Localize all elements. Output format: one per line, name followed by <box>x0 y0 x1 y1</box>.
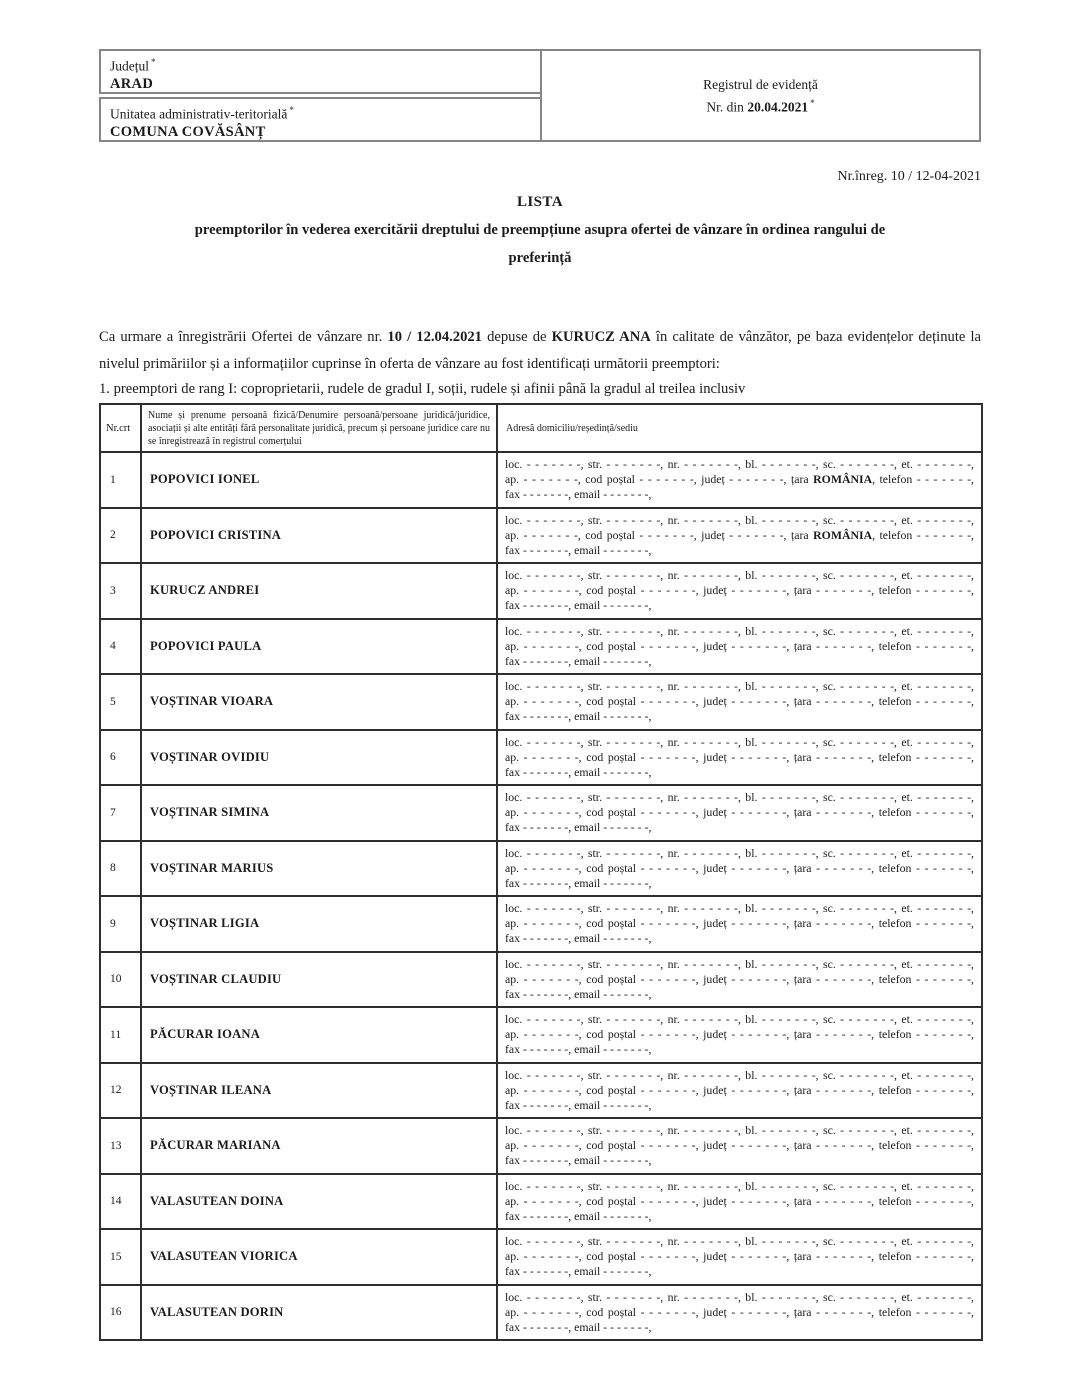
address-line-2 <box>505 694 974 709</box>
registry-title: Registrul de evidență <box>703 76 818 92</box>
address-line-3: fax - - - - - - -, email - - - - - - -, <box>505 1153 652 1168</box>
preemptor-name: VOȘTINAR OVIDIU <box>141 730 497 786</box>
header-address-column: Adresă domiciliu/reședință/sediu <box>497 404 982 452</box>
country-value: - - - - - - - <box>816 638 872 653</box>
country-value: ROMÂNIA <box>813 472 873 487</box>
row-number: 16 <box>100 1285 141 1341</box>
country-value: - - - - - - - <box>816 749 872 764</box>
rank-line: 1. preemptori de rang I: coproprietarii, rudele de gradul I, soții, rudele și afinii până la gradul al treilea inclusiv <box>99 381 746 397</box>
address-cell <box>497 508 982 564</box>
address-cell <box>497 452 982 508</box>
preemptor-name: POPOVICI CRISTINA <box>141 508 497 564</box>
address-line-1: loc. - - - - - - -, str. - - - - - - -, nr. - - - - - - -, bl. - - - - - - -, sc. - - - - - - -, et. - - - - - - -, <box>505 901 974 916</box>
registry-number-line: Nr. din 20.04.2021 * <box>706 97 815 115</box>
address-line-2-prefix: ap. - - - - - - -, cod poștal - - - - - - -, județ - - - - - - -, țara <box>505 1193 812 1208</box>
row-number: 11 <box>100 1007 141 1063</box>
preemptor-name: PĂCURAR MARIANA <box>141 1118 497 1174</box>
table-row <box>100 1285 982 1341</box>
row-number: 7 <box>100 785 141 841</box>
country-value: - - - - - - - <box>816 1249 872 1264</box>
table-row <box>100 1007 982 1063</box>
address-line-3: fax - - - - - - -, email - - - - - - -, <box>505 709 652 724</box>
address-line-2 <box>505 528 974 543</box>
address-line-2-suffix: , telefon - - - - - - -, <box>871 583 974 598</box>
address-cell <box>497 785 982 841</box>
address-line-2-prefix: ap. - - - - - - -, cod poștal - - - - - - -, județ - - - - - - -, țara <box>505 860 812 875</box>
country-value: - - - - - - - <box>816 1082 872 1097</box>
asterisk: * <box>151 57 156 67</box>
address-line-1: loc. - - - - - - -, str. - - - - - - -, nr. - - - - - - -, bl. - - - - - - -, sc. - - - - - - -, et. - - - - - - -, <box>505 956 974 971</box>
address-line-2-suffix: , telefon - - - - - - -, <box>871 694 974 709</box>
address-line-3: fax - - - - - - -, email - - - - - - -, <box>505 487 652 502</box>
address-line-3: fax - - - - - - -, email - - - - - - -, <box>505 598 652 613</box>
header-name-column: Nume și prenume persoană fizică/Denumire persoană/persoane juridică/juridice, asociații și alte entități fără personalitate juridică, precum și persoane juridice care nu se înregistrează în registrul comerțului <box>141 404 497 452</box>
address-line-2 <box>505 583 974 598</box>
table-row <box>100 896 982 952</box>
country-value: ROMÂNIA <box>813 527 873 542</box>
county-value: ARAD <box>110 75 154 92</box>
preemptor-name: VOȘTINAR MARIUS <box>141 841 497 897</box>
uat-label: Unitatea administrativ-teritorială * <box>110 105 294 122</box>
address-cell <box>497 896 982 952</box>
row-number: 15 <box>100 1229 141 1285</box>
address-cell <box>497 1174 982 1230</box>
table-row <box>100 1174 982 1230</box>
address-line-2-suffix: , telefon - - - - - - -, <box>871 1138 974 1153</box>
preemptor-name: POPOVICI IONEL <box>141 452 497 508</box>
address-line-2-suffix: , telefon - - - - - - -, <box>872 527 975 542</box>
row-number: 14 <box>100 1174 141 1230</box>
row-number: 4 <box>100 619 141 675</box>
address-cell <box>497 563 982 619</box>
table-row <box>100 841 982 897</box>
row-number: 10 <box>100 952 141 1008</box>
intro-paragraph <box>99 324 981 378</box>
preemptor-name: VOȘTINAR ILEANA <box>141 1063 497 1119</box>
address-line-2-suffix: , telefon - - - - - - -, <box>871 860 974 875</box>
address-line-1: loc. - - - - - - -, str. - - - - - - -, nr. - - - - - - -, bl. - - - - - - -, sc. - - - - - - -, et. - - - - - - -, <box>505 790 974 805</box>
address-line-1: loc. - - - - - - -, str. - - - - - - -, nr. - - - - - - -, bl. - - - - - - -, sc. - - - - - - -, et. - - - - - - -, <box>505 1289 974 1304</box>
address-cell <box>497 730 982 786</box>
address-cell <box>497 1118 982 1174</box>
table-row <box>100 563 982 619</box>
header-box <box>99 0 981 142</box>
table-header-row <box>100 404 982 452</box>
address-line-2-suffix: , telefon - - - - - - -, <box>871 749 974 764</box>
document-subtitle <box>99 216 981 272</box>
address-line-3: fax - - - - - - -, email - - - - - - -, <box>505 931 652 946</box>
address-line-2-suffix: , telefon - - - - - - -, <box>871 1304 974 1319</box>
preemptor-name: PĂCURAR IOANA <box>141 1007 497 1063</box>
address-line-2 <box>505 916 974 931</box>
address-cell <box>497 674 982 730</box>
country-value: - - - - - - - <box>816 860 872 875</box>
address-line-2 <box>505 1194 974 1209</box>
row-number: 6 <box>100 730 141 786</box>
address-cell <box>497 619 982 675</box>
address-line-3: fax - - - - - - -, email - - - - - - -, <box>505 1042 652 1057</box>
table-row <box>100 1063 982 1119</box>
address-line-1: loc. - - - - - - -, str. - - - - - - -, nr. - - - - - - -, bl. - - - - - - -, sc. - - - - - - -, et. - - - - - - -, <box>505 1012 974 1027</box>
address-line-3: fax - - - - - - -, email - - - - - - -, <box>505 764 652 779</box>
address-line-2-prefix: ap. - - - - - - -, cod poștal - - - - - - -, județ - - - - - - -, țara <box>505 805 812 820</box>
country-value: - - - - - - - <box>816 1027 872 1042</box>
row-number: 9 <box>100 896 141 952</box>
county-label: Județul * <box>110 57 156 74</box>
address-line-2 <box>505 1083 974 1098</box>
table-row <box>100 785 982 841</box>
document-title: LISTA <box>517 194 563 210</box>
address-line-1: loc. - - - - - - -, str. - - - - - - -, nr. - - - - - - -, bl. - - - - - - -, sc. - - - - - - -, et. - - - - - - -, <box>505 845 974 860</box>
address-line-3: fax - - - - - - -, email - - - - - - -, <box>505 1208 652 1223</box>
preemptor-name: KURUCZ ANDREI <box>141 563 497 619</box>
preemptor-name: VALASUTEAN VIORICA <box>141 1229 497 1285</box>
address-line-3: fax - - - - - - -, email - - - - - - -, <box>505 542 652 557</box>
address-line-1: loc. - - - - - - -, str. - - - - - - -, nr. - - - - - - -, bl. - - - - - - -, sc. - - - - - - -, et. - - - - - - -, <box>505 679 974 694</box>
address-line-2-prefix: ap. - - - - - - -, cod poștal - - - - - - -, județ - - - - - - -, țara <box>505 1304 812 1319</box>
address-line-2-suffix: , telefon - - - - - - -, <box>871 1027 974 1042</box>
address-line-2-prefix: ap. - - - - - - -, cod poștal - - - - - - -, județ - - - - - - -, țara <box>505 1027 812 1042</box>
row-number: 12 <box>100 1063 141 1119</box>
address-line-2-prefix: ap. - - - - - - -, cod poștal - - - - - - -, județ - - - - - - -, țara <box>505 1249 812 1264</box>
preemptor-name: POPOVICI PAULA <box>141 619 497 675</box>
header-left-column <box>99 49 542 142</box>
address-line-2 <box>505 861 974 876</box>
country-value: - - - - - - - <box>816 1304 872 1319</box>
document-content <box>99 0 981 1334</box>
table-row <box>100 674 982 730</box>
address-line-2 <box>505 1249 974 1264</box>
address-line-1: loc. - - - - - - -, str. - - - - - - -, nr. - - - - - - -, bl. - - - - - - -, sc. - - - - - - -, et. - - - - - - -, <box>505 1067 974 1082</box>
address-line-1: loc. - - - - - - -, str. - - - - - - -, nr. - - - - - - -, bl. - - - - - - -, sc. - - - - - - -, et. - - - - - - -, <box>505 1178 974 1193</box>
preemptor-name: VOȘTINAR CLAUDIU <box>141 952 497 1008</box>
intro-text: depuse de <box>487 329 547 345</box>
address-line-2-prefix: ap. - - - - - - -, cod poștal - - - - - - -, județ - - - - - - -, țara <box>505 583 812 598</box>
row-number: 1 <box>100 452 141 508</box>
subtitle-line-1: preemptorilor în vederea exercitării dreptului de preempțiune asupra ofertei de vânzare în ordinea rangului de <box>194 222 886 238</box>
address-line-2-suffix: , telefon - - - - - - -, <box>871 638 974 653</box>
header-nr-crt: Nr.crt <box>100 404 141 452</box>
address-line-1: loc. - - - - - - -, str. - - - - - - -, nr. - - - - - - -, bl. - - - - - - -, sc. - - - - - - -, et. - - - - - - -, <box>505 1123 974 1138</box>
address-line-2 <box>505 472 974 487</box>
address-line-2-suffix: , telefon - - - - - - -, <box>871 971 974 986</box>
address-line-1: loc. - - - - - - -, str. - - - - - - -, nr. - - - - - - -, bl. - - - - - - -, sc. - - - - - - -, et. - - - - - - -, <box>505 568 974 583</box>
address-line-1: loc. - - - - - - -, str. - - - - - - -, nr. - - - - - - -, bl. - - - - - - -, sc. - - - - - - -, et. - - - - - - -, <box>505 623 974 638</box>
asterisk: * <box>289 105 294 115</box>
intro-text: în calitate de vânzător, pe baza evidențelor deținute la nivelul primăriilor și a informațiilor cuprinse în oferta de vânzare au fost identificați următorii preemptori: <box>99 329 981 372</box>
address-line-2-prefix: ap. - - - - - - -, cod poștal - - - - - - -, județ - - - - - - -, țara <box>505 472 809 487</box>
row-number: 2 <box>100 508 141 564</box>
address-line-2-suffix: , telefon - - - - - - -, <box>872 472 975 487</box>
country-value: - - - - - - - <box>816 694 872 709</box>
row-number: 3 <box>100 563 141 619</box>
address-cell <box>497 1063 982 1119</box>
country-value: - - - - - - - <box>816 916 872 931</box>
address-line-2 <box>505 639 974 654</box>
address-line-3: fax - - - - - - -, email - - - - - - -, <box>505 986 652 1001</box>
seller-name: KURUCZ ANA <box>551 329 651 345</box>
address-line-2 <box>505 972 974 987</box>
row-number: 13 <box>100 1118 141 1174</box>
uat-value: COMUNA COVĂSÂNȚ <box>110 123 266 140</box>
address-line-2 <box>505 1027 974 1042</box>
address-line-2-prefix: ap. - - - - - - -, cod poștal - - - - - - -, județ - - - - - - -, țara <box>505 694 812 709</box>
country-value: - - - - - - - <box>816 805 872 820</box>
subtitle-line-2: preferință <box>508 250 572 266</box>
intro-text: Ca urmare a înregistrării Ofertei de vânzare nr. <box>99 329 383 345</box>
uat-box <box>99 97 542 142</box>
address-line-3: fax - - - - - - -, email - - - - - - -, <box>505 1097 652 1112</box>
address-line-2-suffix: , telefon - - - - - - -, <box>871 805 974 820</box>
table-row <box>100 508 982 564</box>
offer-number: 10 / 12.04.2021 <box>387 329 482 345</box>
country-value: - - - - - - - <box>816 1193 872 1208</box>
registration-number: Nr.înreg. 10 / 12-04-2021 <box>837 169 981 184</box>
address-line-2-prefix: ap. - - - - - - -, cod poștal - - - - - - -, județ - - - - - - -, țara <box>505 527 809 542</box>
preemptor-name: VOȘTINAR SIMINA <box>141 785 497 841</box>
address-line-2 <box>505 805 974 820</box>
address-line-3: fax - - - - - - -, email - - - - - - -, <box>505 1264 652 1279</box>
address-line-2-prefix: ap. - - - - - - -, cod poștal - - - - - - -, județ - - - - - - -, țara <box>505 916 812 931</box>
address-line-2-prefix: ap. - - - - - - -, cod poștal - - - - - - -, județ - - - - - - -, țara <box>505 1138 812 1153</box>
address-cell <box>497 1007 982 1063</box>
table-row <box>100 1118 982 1174</box>
preemptors-table-container <box>99 403 981 1334</box>
address-cell <box>497 952 982 1008</box>
address-cell <box>497 841 982 897</box>
country-value: - - - - - - - <box>816 971 872 986</box>
preemptor-name: VALASUTEAN DORIN <box>141 1285 497 1341</box>
address-line-2-prefix: ap. - - - - - - -, cod poștal - - - - - - -, județ - - - - - - -, țara <box>505 1082 812 1097</box>
table-row <box>100 730 982 786</box>
table-row <box>100 619 982 675</box>
address-line-2-prefix: ap. - - - - - - -, cod poștal - - - - - - -, județ - - - - - - -, țara <box>505 971 812 986</box>
county-box <box>99 49 542 94</box>
preemptor-name: VOȘTINAR LIGIA <box>141 896 497 952</box>
address-line-2-suffix: , telefon - - - - - - -, <box>871 1082 974 1097</box>
address-line-3: fax - - - - - - -, email - - - - - - -, <box>505 820 652 835</box>
address-line-2-prefix: ap. - - - - - - -, cod poștal - - - - - - -, județ - - - - - - -, țara <box>505 638 812 653</box>
address-cell <box>497 1229 982 1285</box>
address-line-1: loc. - - - - - - -, str. - - - - - - -, nr. - - - - - - -, bl. - - - - - - -, sc. - - - - - - -, et. - - - - - - -, <box>505 1234 974 1249</box>
row-number: 8 <box>100 841 141 897</box>
address-line-2-suffix: , telefon - - - - - - -, <box>871 916 974 931</box>
registry-box <box>540 49 981 142</box>
country-value: - - - - - - - <box>816 1138 872 1153</box>
table-row <box>100 1229 982 1285</box>
table-row <box>100 452 982 508</box>
preemptor-name: VOȘTINAR VIOARA <box>141 674 497 730</box>
address-line-1: loc. - - - - - - -, str. - - - - - - -, nr. - - - - - - -, bl. - - - - - - -, sc. - - - - - - -, et. - - - - - - -, <box>505 512 974 527</box>
address-line-2 <box>505 1305 974 1320</box>
address-line-1: loc. - - - - - - -, str. - - - - - - -, nr. - - - - - - -, bl. - - - - - - -, sc. - - - - - - -, et. - - - - - - -, <box>505 457 974 472</box>
address-line-3: fax - - - - - - -, email - - - - - - -, <box>505 653 652 668</box>
address-line-2 <box>505 750 974 765</box>
preemptor-name: VALASUTEAN DOINA <box>141 1174 497 1230</box>
address-cell <box>497 1285 982 1341</box>
address-line-3: fax - - - - - - -, email - - - - - - -, <box>505 1319 652 1334</box>
row-number: 5 <box>100 674 141 730</box>
address-line-3: fax - - - - - - -, email - - - - - - -, <box>505 875 652 890</box>
table-row <box>100 952 982 1008</box>
address-line-2-suffix: , telefon - - - - - - -, <box>871 1249 974 1264</box>
address-line-2 <box>505 1138 974 1153</box>
registry-date: 20.04.2021 <box>747 99 809 115</box>
country-value: - - - - - - - <box>816 583 872 598</box>
asterisk: * <box>810 97 815 108</box>
address-line-2-prefix: ap. - - - - - - -, cod poștal - - - - - - -, județ - - - - - - -, țara <box>505 749 812 764</box>
address-line-2-suffix: , telefon - - - - - - -, <box>871 1193 974 1208</box>
preemptors-table <box>99 403 983 1341</box>
address-line-1: loc. - - - - - - -, str. - - - - - - -, nr. - - - - - - -, bl. - - - - - - -, sc. - - - - - - -, et. - - - - - - -, <box>505 734 974 749</box>
